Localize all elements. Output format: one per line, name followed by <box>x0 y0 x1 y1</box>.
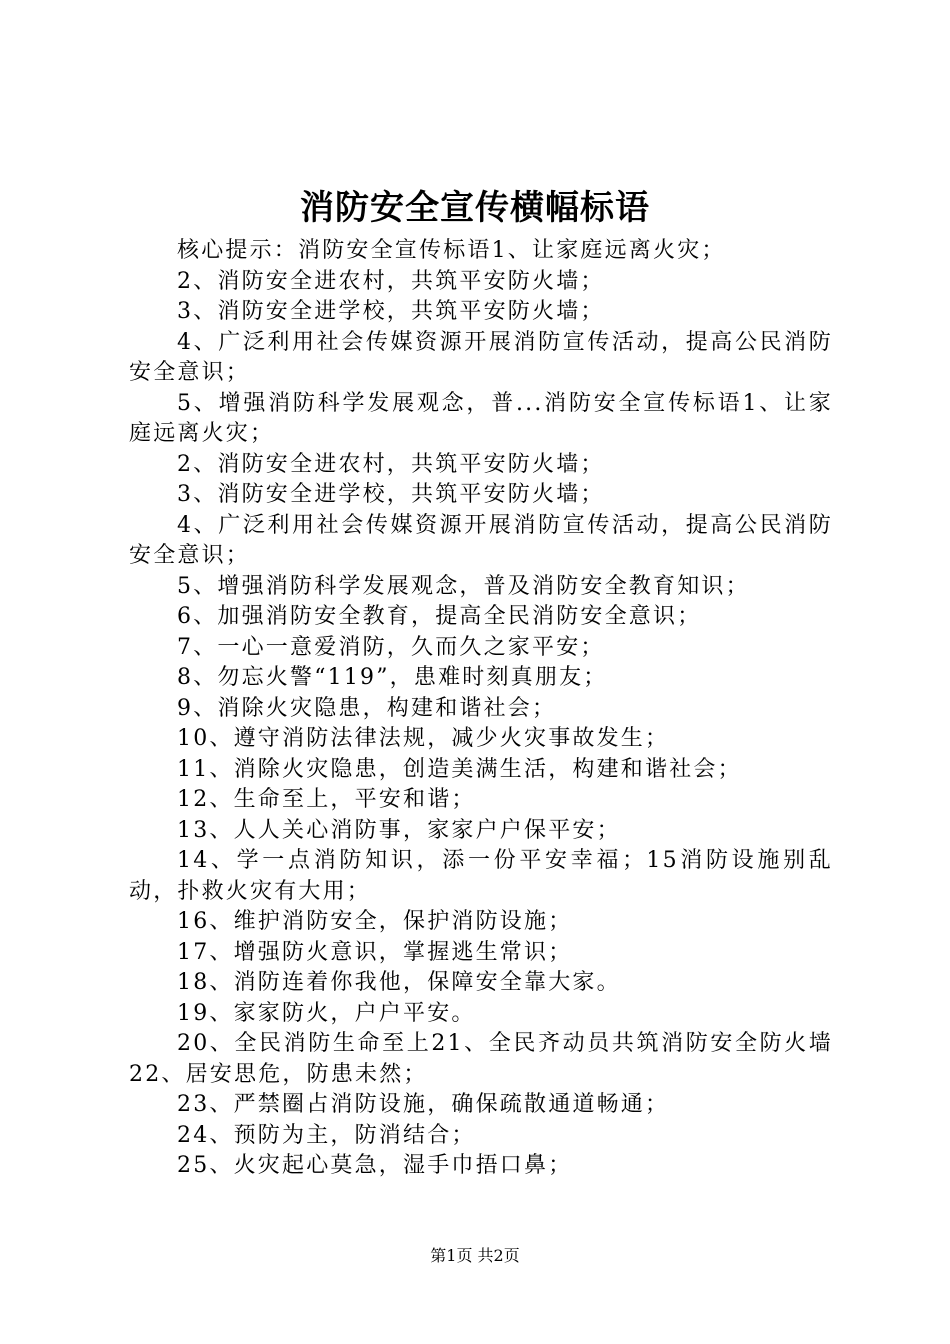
paragraph: 2、消防安全进农村，共筑平安防火墙； <box>177 451 605 477</box>
paragraph: 6、加强消防安全教育，提高全民消防安全意识； <box>177 604 702 629</box>
page-footer: 第1页 共2页 <box>430 1246 520 1265</box>
paragraph: 9、消除火灾隐患，构建和谐社会； <box>177 695 557 721</box>
paragraph: 14、学一点消防知识，添一份平安幸福；15消防设施别乱动，扑救火灾有大用； <box>129 848 833 904</box>
paragraph: 19、家家防火，户户平安。 <box>177 1000 476 1026</box>
paragraph: 3、消防安全进学校，共筑平安防火墙； <box>177 299 605 324</box>
paragraph: 24、预防为主，防消结合； <box>177 1122 476 1148</box>
paragraph: 3、消防安全进学校，共筑平安防火墙； <box>177 482 605 507</box>
paragraph: 5、增强消防科学发展观念，普及消防安全教育知识； <box>177 573 750 599</box>
paragraph: 20、全民消防生命至上21、全民齐动员共筑消防安全防火墙22、居安思危，防患未然； <box>129 1031 833 1087</box>
paragraph: 18、消防连着你我他，保障安全靠大家。 <box>177 970 621 995</box>
paragraph: 8、勿忘火警“119”，患难时刻真朋友； <box>177 665 608 690</box>
paragraph: 2、消防安全进农村，共筑平安防火墙； <box>177 268 605 294</box>
paragraph: 11、消除火灾隐患，创造美满生活，构建和谐社会； <box>177 756 742 782</box>
paragraph: 25、火灾起心莫急，湿手巾捂口鼻； <box>177 1153 573 1178</box>
paragraph: 10、遵守消防法律法规，减少火灾事故发生； <box>177 726 670 751</box>
paragraph: 23、严禁圈占消防设施，确保疏散通道畅通； <box>177 1092 670 1117</box>
paragraph: 17、增强防火意识，掌握逃生常识； <box>177 939 573 965</box>
document-body <box>129 236 833 1182</box>
paragraph: 4、广泛利用社会传媒资源开展消防宣传活动，提高公民消防安全意识； <box>129 329 833 385</box>
paragraph: 12、生命至上，平安和谐； <box>177 787 476 812</box>
document-title: 消防安全宣传横幅标语 <box>300 188 650 228</box>
paragraph: 16、维护消防安全，保护消防设施； <box>177 909 573 934</box>
paragraph: 核心提示：消防安全宣传标语1、让家庭远离火灾； <box>177 238 726 263</box>
paragraph: 13、人人关心消防事，家家户户保平安； <box>177 817 621 843</box>
paragraph: 7、一心一意爱消防，久而久之家平安； <box>177 634 605 660</box>
paragraph: 4、广泛利用社会传媒资源开展消防宣传活动，提高公民消防安全意识； <box>129 512 833 568</box>
paragraph: 5、增强消防科学发展观念，普...消防安全宣传标语1、让家庭远离火灾； <box>129 390 833 446</box>
